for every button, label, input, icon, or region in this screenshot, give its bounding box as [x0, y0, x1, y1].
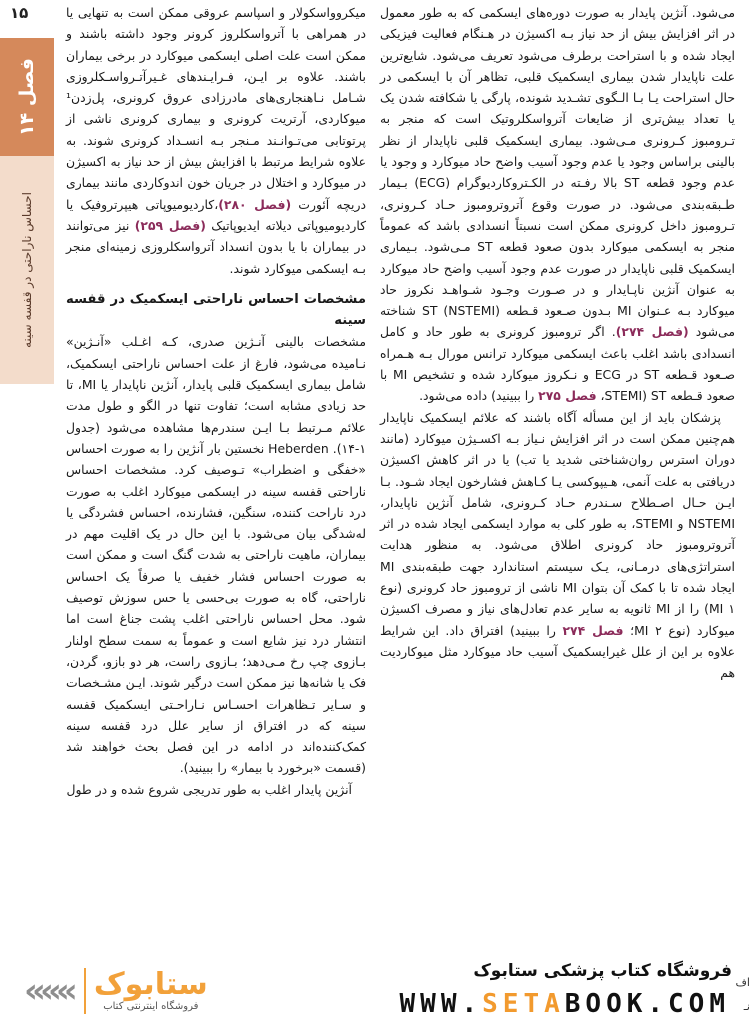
footer-banner [0, 955, 752, 1023]
paragraph: میکروواسکولار و اسپاسم عروقی ممکن است به تنهایی یا در همراهی با آترواسکلروز کرونر وجود داشته باشند و ممکن است علت اصلی ایسکمی میوکارد در برخی بیماران باشند. علاوه بر ایـن، فـرایـندهای غـیرآتـرواسـکلروزی شـامل نـاهنجاری‌های مادرزادی عروق کرونری، پل‌زدن¹ میوکاردی، آرتریت کرونری و بیماری کرونری ناشی از پرتوتابی می‌تـوانـند مـنجر بـه انسـداد کرونری شوند. به علاوه شرایط مرتبط با افزایش بیش از حد نیاز به اکسیژن در میوکارد و اختلال در جریان خون اندوکاردی مانند بیماری دریچه آئورت (فصل ۲۸۰)،کاردیومیوپاتی هیپرتروفیک یا کاردیومیوپاتی دیلاته ایدیوپاتیک (فصل ۲۵۹) نیز می‌توانند در بیماران با یا بدون انسداد آترواسکلروزی زمینه‌ای منجر بـه ایسکمی میوکارد شوند. [66, 5, 366, 276]
paragraph: آنژین پایدار اغلب به طور تدریجی شروع شده و در طول [66, 781, 352, 797]
chapter-reference[interactable]: فصل ۲۷۵ [538, 388, 597, 404]
paragraph: می‌شود. آنژین پایدار به صورت دوره‌های ایسکمی که به طور معمول در اثر افزایش بیش از حد نیاز بـه اکسیژن در هـنگام فعالیت فیزیکی ایجاد شده و با استراحت برطرف می‌شود تعریف می‌شود. شایع‌ترین علت ناپایدار شدن بیماری ایسکمیک قلبی، تظاهر آن با ایسکمی در حال استراحت یـا بـا الـگوی تشـدید شونده، پارگی یا شکافته شدن یک یا تعداد بیش‌تری از ضایعات آترواسکلروتیک است که منجر به تـرومبوز کـرونری مـی‌شود. بیماری ایسکمیک قلبی ناپایدار از نظر بالینی براساس وجود یا عدم وجود آسیب واضح حاد میوکارد و وجود یا عدم وجود قطعه ST بالا رفـته در الکـتروکاردیوگرام (ECG) بـیمار طـبقه‌بندی می‌شود. در صورت وقوع آترو‌ترومبوز حـاد کـرونری، تـرومبوز داخل کرونری ممکن است نسبتاً انسدادی باشد که عموماً منجر به ایسکمی میوکارد بدون صعود قطعه ST مـی‌شود. بـیماری ایسکمیک قلبی ناپایدار در صورت عدم وجود آسیب واضح حاد میوکارد به عنوان آنژین ناپـایدار و در صـورت وجـود شـواهـد نکروز حاد میوکارد بـه عـنوان MI بـدون صـعود قـطعه ST (NSTEMI) شناخته می‌شود (فصل ۲۷۴). اگر ترومبوز کرونری به طور حاد و کامل انسدادی باشد اغلب باعث ایسکمی میوکارد ترانس مورال بـه هـمراه صـعود قـطعه ST در ECG و نـکروز میوکارد شده و تشخیص MI با صعود قـطعه ST (STEMI، فصل ۲۷۵ را ببینید) داده می‌شود. [380, 5, 735, 404]
store-url[interactable]: WWW.SETABOOK.COM [399, 989, 730, 1019]
chevrons-icon: ««« [24, 971, 72, 1011]
paragraph: پزشکان باید از این مسأله آگاه باشند که علائم ایسکمیک ناپایدار هم‌چنین ممکن است در اثر افزایش نـیاز بـه اکسـیژن میوکارد (مانند دوران استرس روان‌شناختی شدید یا تب) یا در اثر کاهش اکسیژن دریافتی به علت آنمی، هـیپوکسی یـا کـاهش فشارخون ایجاد شـود. بـا ایـن حـال اصـطلاح سـندرم حـاد کـرونری، شامل آنژین ناپایدار، NSTEMI و STEMI، به طور کلی به موارد ایسکمی ایجاد شده در اثر آترو‌ترومبوز حاد کرونری اطلاق می‌شود. به منظور هدایت استراتژی‌های درمـانی، یـک سیستم استاندارد جهت طبقه‌بندی MI ایجاد شده تا با کمک آن بتوان MI ناشی از ترومبوز حاد کرونری (نوع ۱ MI) را از MI ثانویه به سایر عدم تعادل‌های نیاز و مصرف اکسیژن میوکارد (نوع ۲ MI؛ فصل ۲۷۴ را ببینید) افتراق داد. این شرایط علاوه بر این از علل غیرایسکمیک آسیب حاد میوکارد مثل میوکاردیت هم [380, 409, 735, 681]
chapter-label: فصل ۱۴ [16, 58, 38, 136]
right-column [380, 2, 735, 684]
section-heading: مشخصات احساس ناراحتی ایسکمیک در قفسه سینه [66, 291, 366, 329]
divider [84, 968, 86, 1014]
chapter-title-tab [0, 156, 54, 384]
chapter-reference[interactable]: (فصل ۲۷۴) [615, 324, 689, 340]
page-number: ۱۵ [10, 4, 29, 22]
edge-fragment: اف [735, 976, 750, 989]
chapter-reference[interactable]: (فصل ۲۸۰) [218, 196, 292, 212]
left-column [66, 2, 366, 800]
chapter-reference[interactable]: (فصل ۲۵۹) [134, 217, 206, 233]
paragraph: مشخصات بالینی آنـژین صدری، کـه اغـلب «آنـژین» نـامیده می‌شود، فارغ از علت احساس ناراحتی ایسکمیک، شامل بیماری ایسکمیک قلبی پایدار، آنژین ناپایدار یا MI، تا حد زیادی مشابه است؛ تفاوت تنها در الگو و طول مدت علائم مـرتبط بـا ایـن سندرم‌ها مشاهده می‌شود (جدول ۱-۱۴). Heberden نخستین بار آنژین را به صورت احساس «خفگی و اضطراب» تـوصیف کرد. مشخصات احساس ناراحتی قفسه سینه در ایسکمی میوکارد اغلب به صورت درد ناراحت کننده، سنگین، فشارنده، احساس فشردگی یا له‌شدگی بیان می‌شود. با این حال در یک اقلیت مهم در بیماران، ماهیت ناراحتی به شدت گنگ است و ممکن است به صورت احساس فشار خفیف یا صرفاً یک احساس ناراحتی، گاه به صورت بی‌حسی یا حس سوزش توصیف شود. محل احساس ناراحتی اغلب پشت جناغ است اما انتشار درد نیز شایع است و عموماً به سمت سطح اولنار بـازوی چپ رخ مـی‌دهد؛ بـازوی راست، هر دو بازو، گردن، فک یا شانه‌ها نیز ممکن است درگیر شوند. ایـن مشـخصات و سـایر تـظاهرات احسـاس نـاراحـتی ایسکمیک قفسه سینه که در افتراق از سایر علل درد قفسه سینه کمک‌کننده‌اند در ادامه در این فصل بحث خواهند شد (قسمت «برخورد با بیمار» را ببینید). [66, 334, 366, 776]
chapter-tab [0, 38, 54, 156]
logo-tagline: فروشگاه اینترنتی کتاب [103, 1001, 199, 1012]
logo-wordmark: ستابوک [93, 967, 208, 1002]
store-name: فروشگاه کتاب پزشکی ستابوک [473, 961, 732, 981]
chapter-reference[interactable]: فصل ۲۷۴ [562, 622, 624, 638]
edge-fragment: نـ [743, 1000, 750, 1013]
chapter-title: احساس ناراحتی در قفسه سینه [20, 192, 34, 348]
setabook-logo[interactable] [24, 963, 244, 1019]
